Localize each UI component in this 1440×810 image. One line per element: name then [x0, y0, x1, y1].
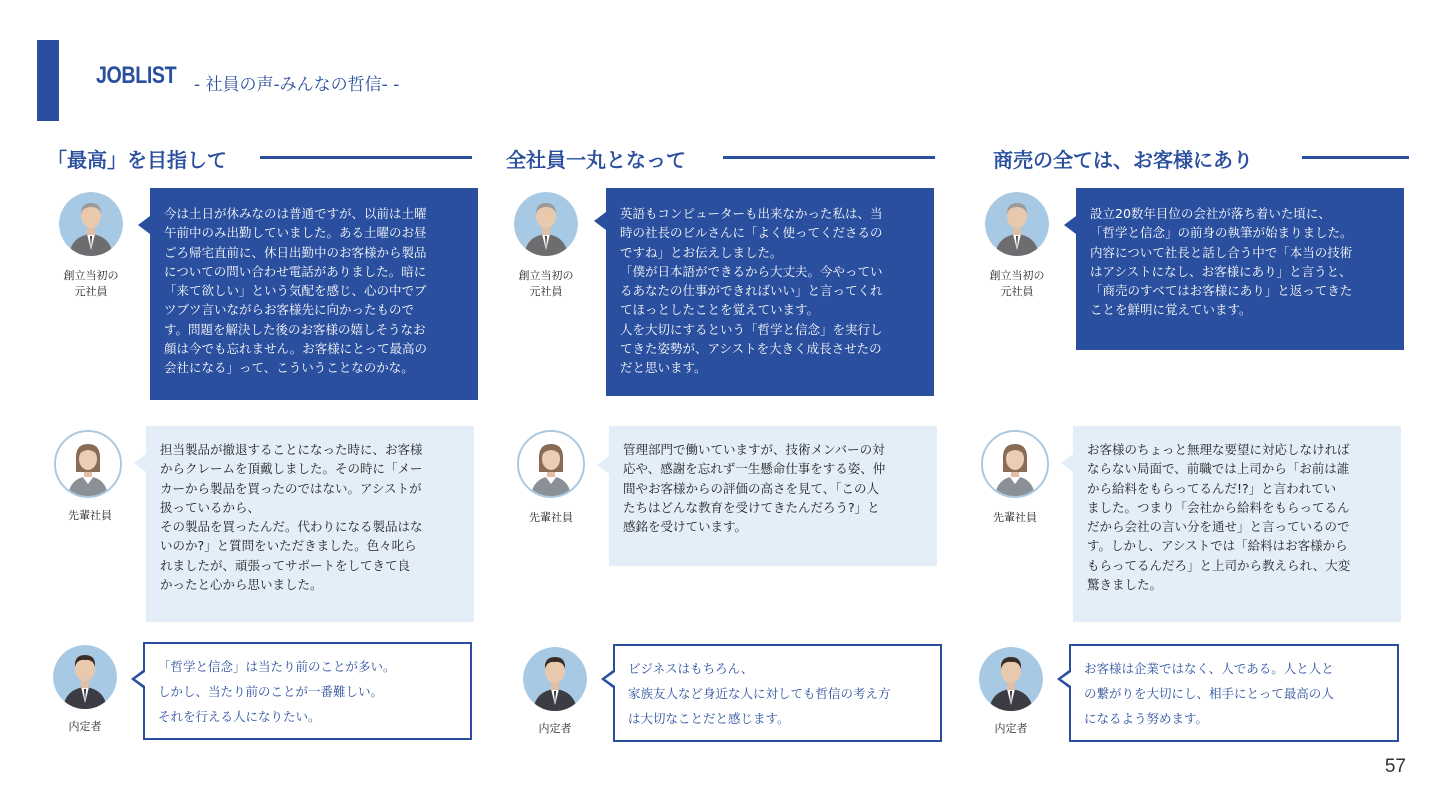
senior-avatar-1: [54, 430, 122, 498]
man-gray-icon: [514, 192, 578, 256]
brand-title: JOBLIST: [96, 62, 177, 89]
speech-bubble: [146, 426, 474, 622]
comment-text: 今は土日が休みなのは普通ですが、以前は土曜 午前中のみ出勤していました。ある土曜のお昼 ごろ帰宅直前に、休日出勤中のお客様から製品 についての問い合わせ電話がありました。暗に 「来て欲しい」という気配を感じ、心の中でブ ツブツ言いながらお客様先に向かったもので す。問題を解決した後のお客様の嬉しそうなお 顔は今でも忘れません。お客様にとって最高の 会社になる」って、こういうことなのかな。: [164, 206, 428, 376]
speech-bubble: [613, 644, 942, 742]
founder-avatar-2: [514, 192, 578, 256]
woman-icon: [983, 432, 1047, 496]
column-title-1: 「最高」を目指して: [47, 148, 227, 172]
man-suit-icon: [53, 645, 117, 709]
woman-icon: [56, 432, 120, 496]
column-rule-1: [260, 156, 472, 159]
speech-bubble: [609, 426, 937, 566]
role-label: 創立当初の 元社員: [989, 269, 1045, 298]
speech-bubble: [143, 642, 472, 740]
role-label: 内定者: [538, 722, 572, 735]
senior-avatar-3: [981, 430, 1049, 498]
comment-text: 管理部門で働いていますが、技術メンバーの対 応や、感謝を忘れず一生懸命仕事をする姿、仲 間やお客様からの評価の高さを見て、「この人 たちはどんな教育を受けてきたんだろう?」と 感銘を受けています。: [623, 442, 886, 535]
page-subtitle: - 社員の声-みんなの哲信- -: [194, 75, 400, 95]
comment-text: 英語もコンピューターも出来なかった私は、当 時の社長のビルさんに「よく使ってくださるの ですね」とお伝えしました。 「僕が日本語ができるから大丈夫。今やってい るあなたの仕事ができればいい」と言ってくれ てほっとしたことを覚えています。 人を大切にするという「哲学と信念」を実行し てきた姿勢が、アシストを大きく成長させたの だと思います。: [620, 206, 883, 376]
page-number: 57: [1384, 756, 1406, 777]
newhire-avatar-3: [979, 647, 1043, 711]
woman-icon: [519, 432, 583, 496]
column-title-3: 商売の全ては、お客様にあり: [993, 148, 1253, 172]
speech-bubble: [606, 188, 934, 396]
senior-avatar-2: [517, 430, 585, 498]
newhire-avatar-1: [53, 645, 117, 709]
comment-text: 設立20数年目位の会社が落ち着いた頃に、 「哲学と信念」の前身の執筆が始まりました。 内容について社長と話し合う中で「本当の技術 はアシストになし、お客様にあり」と言うと、 「商売のすべてはお客様にあり」と返ってきた ことを鮮明に覚えています。: [1090, 206, 1353, 318]
role-label: 先輩社員: [68, 509, 112, 522]
role-label: 内定者: [68, 720, 102, 733]
founder-avatar-3: [985, 192, 1049, 256]
comment-text: ビジネスはもちろん、 家族友人など身近な人に対しても哲信の考え方 は大切なことだと感じます。: [628, 661, 891, 726]
role-label: 先輩社員: [993, 511, 1037, 524]
role-label: 内定者: [994, 722, 1028, 735]
founder-avatar-1: [59, 192, 123, 256]
man-suit-icon: [979, 647, 1043, 711]
speech-bubble: [1076, 188, 1404, 350]
role-label: 創立当初の 元社員: [63, 269, 119, 298]
speech-bubble: [1073, 426, 1401, 622]
comment-text: お客様のちょっと無理な要望に対応しなければ ならない局面で、前職では上司から「お前は誰 から給料をもらってるんだ!?」と言われてい ました。つまり「会社から給料をもらってるん だから会社の言い分を通せ」と言っているので す。しかし、アシストでは「給料はお客様から もらってるんだろ」と上司から教えられ、大変 驚きました。: [1087, 442, 1351, 593]
newhire-avatar-2: [523, 647, 587, 711]
role-label: 先輩社員: [529, 511, 573, 524]
man-gray-icon: [59, 192, 123, 256]
role-label: 創立当初の 元社員: [518, 269, 574, 298]
comment-text: お客様は企業ではなく、人である。人と人と の繋がりを大切にし、相手にとって最高の人 になるよう努めます。: [1084, 661, 1334, 726]
comment-text: 「哲学と信念」は当たり前のことが多い。 しかし、当たり前のことが一番難しい。 それを行える人になりたい。: [158, 659, 396, 724]
man-gray-icon: [985, 192, 1049, 256]
column-title-2: 全社員一丸となって: [506, 148, 686, 172]
column-rule-2: [723, 156, 935, 159]
speech-bubble: [1069, 644, 1399, 742]
comment-text: 担当製品が撤退することになった時に、お客様 からクレームを頂戴しました。その時に「メー カーから製品を買ったのではない。アシストが 扱っているから、 その製品を買ったんだ。代わりになる製品はな いのか?」と質問をいただきました。色々叱ら れましたが、頑張ってサポートをしてきて良 かったと心から思いました。: [160, 442, 423, 593]
header-accent-bar: [37, 40, 59, 121]
man-suit-icon: [523, 647, 587, 711]
column-rule-3: [1302, 156, 1409, 159]
speech-bubble: [150, 188, 478, 400]
